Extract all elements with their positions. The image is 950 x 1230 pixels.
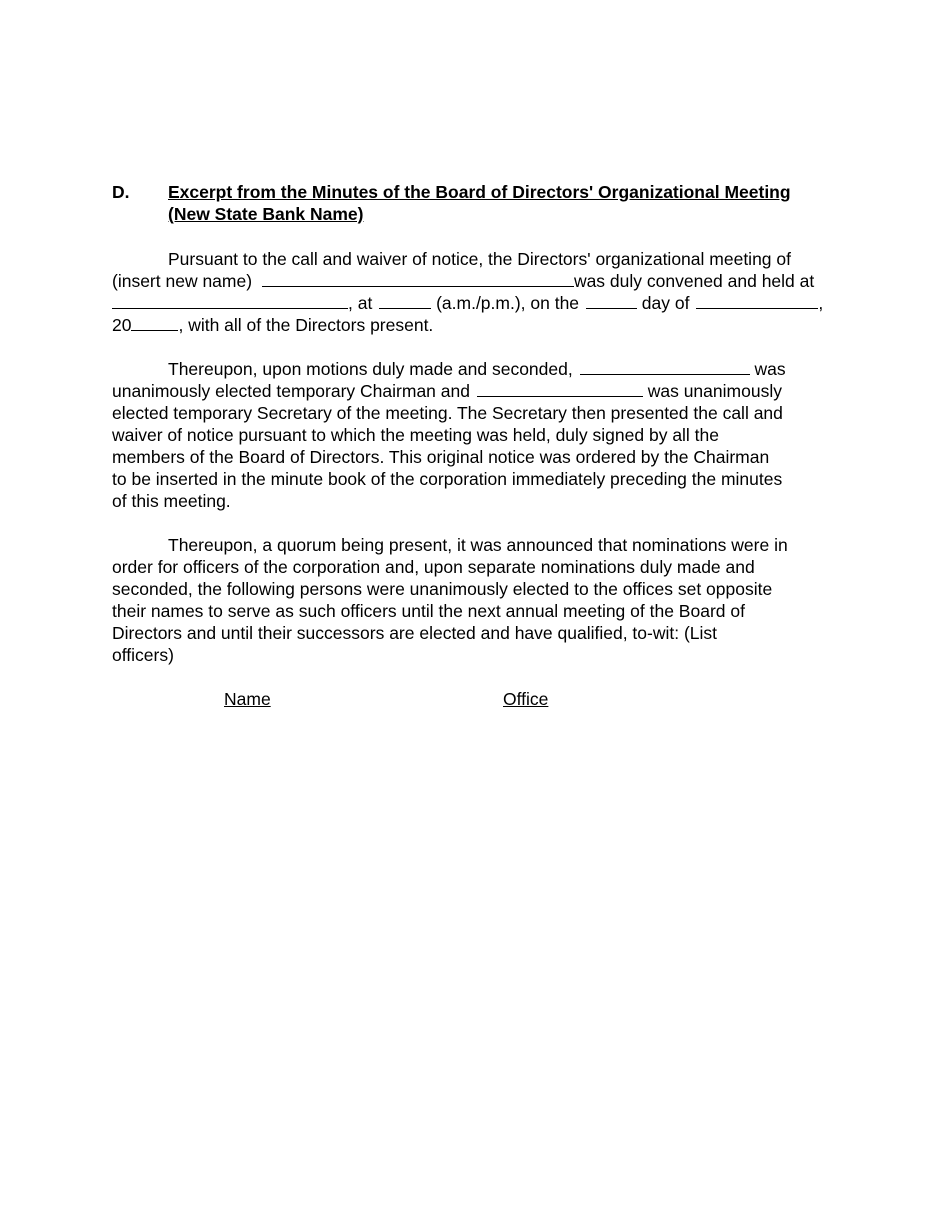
- text-line: [112, 380, 838, 402]
- chairman-name-blank[interactable]: [580, 358, 750, 375]
- name-column-header: Name: [224, 689, 271, 709]
- text-line: Thereupon, a quorum being present, it was announced that nominations were in: [168, 535, 788, 555]
- section-title-line-1: Excerpt from the Minutes of the Board of Directors' Organizational Meeting: [168, 182, 791, 202]
- text-segment: (insert new name): [112, 271, 253, 291]
- section-letter: D.: [112, 182, 130, 202]
- text-line: elected temporary Secretary of the meeting. The Secretary then presented the call and: [112, 403, 783, 423]
- text-segment: was duly convened and held at: [573, 271, 815, 291]
- text-line: to be inserted in the minute book of the corporation immediately preceding the minutes: [112, 469, 783, 489]
- text-line: of this meeting.: [112, 491, 231, 511]
- meeting-month-blank[interactable]: [696, 292, 818, 309]
- meeting-day-blank[interactable]: [586, 292, 637, 309]
- office-column-header: Office: [503, 689, 549, 709]
- text-segment: (a.m./p.m.), on the: [436, 293, 580, 313]
- text-segment: Pursuant to the call and waiver of notice, the Directors' organizational meeting of: [168, 249, 791, 269]
- meeting-place-blank[interactable]: [112, 292, 348, 309]
- section-title-line-2: (New State Bank Name): [168, 204, 364, 224]
- text-line: their names to serve as such officers until the next annual meeting of the Board of: [112, 601, 745, 621]
- text-line: [112, 248, 838, 270]
- meeting-time-blank[interactable]: [379, 292, 431, 309]
- text-segment: Thereupon, upon motions duly made and seconded,: [168, 359, 573, 379]
- paragraph-quorum-nominations: [112, 534, 838, 666]
- text-line: officers): [112, 645, 174, 665]
- text-line: seconded, the following persons were unanimously elected to the offices set opposite: [112, 579, 773, 599]
- section-title: [168, 181, 840, 225]
- text-segment: , at: [348, 293, 373, 313]
- paragraph-officers-elected: [112, 358, 838, 512]
- text-line: members of the Board of Directors. This original notice was ordered by the Chairman: [112, 447, 770, 467]
- text-line: [112, 292, 838, 314]
- text-line: waiver of notice pursuant to which the meeting was held, duly signed by all the: [112, 425, 720, 445]
- text-segment: day of: [641, 293, 690, 313]
- text-segment: 20: [112, 315, 132, 335]
- text-segment: , with all of the Directors present.: [178, 315, 434, 335]
- text-segment: was: [754, 359, 786, 379]
- text-segment: ,: [818, 293, 824, 313]
- paragraph-meeting-convened: [112, 248, 838, 336]
- text-line: [112, 270, 838, 292]
- meeting-year-blank[interactable]: [131, 314, 178, 331]
- text-line: [112, 358, 838, 380]
- text-segment: unanimously elected temporary Chairman and: [112, 381, 470, 401]
- secretary-name-blank[interactable]: [477, 380, 643, 397]
- text-line: [112, 314, 838, 336]
- text-line: Directors and until their successors are elected and have qualified, to-wit: (List: [112, 623, 718, 643]
- text-segment: was unanimously: [647, 381, 782, 401]
- text-line: order for officers of the corporation and, upon separate nominations duly made and: [112, 557, 755, 577]
- bank-name-blank[interactable]: [262, 270, 574, 287]
